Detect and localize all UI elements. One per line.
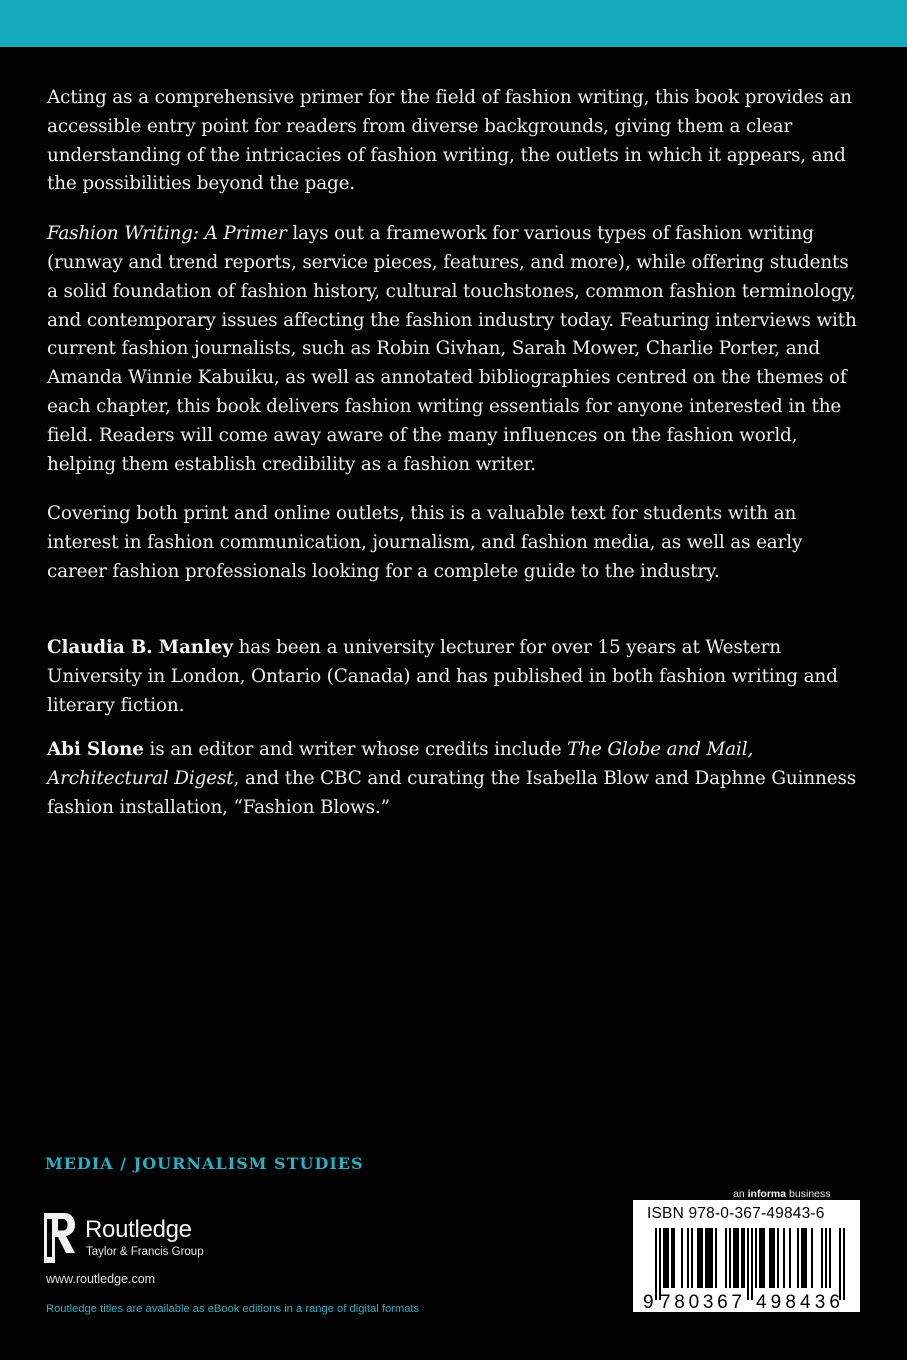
barcode-bar bbox=[733, 1228, 735, 1288]
description-paragraph-1: Acting as a comprehensive primer for the field of fashion writing, this book provides an accessible entry point for readers from diverse backgrounds, giving them a clear understanding of the intricacies of fashion writing, the outlets in which it appears, and the possibilities beyond the page. bbox=[47, 87, 852, 195]
author-2-text-a: is an editor and writer whose credits include bbox=[143, 739, 568, 761]
barcode-bar bbox=[773, 1228, 775, 1288]
ebook-availability-note: Routledge titles are available as eBook editions in a range of digital formats bbox=[46, 1303, 420, 1315]
barcode-bar bbox=[747, 1228, 749, 1300]
subject-category: MEDIA / JOURNALISM STUDIES bbox=[45, 1154, 364, 1173]
barcode-bar bbox=[671, 1228, 673, 1288]
author-2-name: Abi Slone bbox=[47, 739, 144, 761]
informa-brand: informa bbox=[747, 1188, 787, 1200]
author-2-publications: The Globe and Mail, Architectural Digest bbox=[47, 739, 754, 790]
barcode-bar bbox=[763, 1228, 765, 1288]
barcode-bar bbox=[821, 1228, 823, 1288]
author-bios bbox=[47, 634, 863, 839]
book-title-italic: Fashion Writing: A Primer bbox=[47, 223, 287, 245]
barcode-bar bbox=[659, 1228, 661, 1300]
barcode-bar bbox=[797, 1228, 799, 1288]
author-bio-2 bbox=[47, 736, 863, 822]
barcode-bar bbox=[777, 1228, 779, 1288]
barcode-bar bbox=[687, 1228, 689, 1288]
barcode-bar bbox=[707, 1228, 709, 1288]
description-paragraph-2-text: lays out a framework for various types of fashion writing (runway and trend reports, service pieces, features, and more), while offering students a solid foundation of fashion history, cultural touchstones, common fashion terminology, and contemporary issues affecting the fashion industry today. Featuring interviews with current fashion journalists, such as Robin Givhan, Sarah Mower, Charlie Porter, and Amanda Winnie Kabuiku, as well as annotated bibliographies centred on the themes of each chapter, this book delivers fashion writing essentials for anyone interested in the field. Readers will come away aware of the many influences on the fashion world, helping them establish credibility as a fashion writer. bbox=[47, 223, 857, 475]
book-description bbox=[47, 84, 863, 608]
barcode-bars bbox=[655, 1228, 845, 1300]
barcode-bar bbox=[741, 1228, 743, 1288]
barcode-bar bbox=[715, 1228, 717, 1288]
barcode-bar bbox=[761, 1228, 763, 1288]
barcode-bar bbox=[697, 1228, 699, 1288]
barcode-bar bbox=[801, 1228, 803, 1288]
barcode-bar bbox=[751, 1228, 753, 1300]
informa-business-tag bbox=[733, 1188, 830, 1200]
barcode-bar bbox=[725, 1228, 727, 1288]
barcode-bar bbox=[825, 1228, 827, 1288]
barcode-bar bbox=[829, 1228, 831, 1288]
barcode-bar bbox=[705, 1228, 707, 1288]
barcode-digit-first: 9 bbox=[643, 1292, 654, 1312]
barcode-bar bbox=[839, 1228, 841, 1300]
barcode-bar bbox=[665, 1228, 667, 1288]
barcode-bar bbox=[673, 1228, 675, 1288]
author-bio-1 bbox=[47, 634, 863, 720]
description-paragraph-2 bbox=[47, 220, 863, 479]
barcode-bar bbox=[735, 1228, 737, 1288]
barcode-bar bbox=[743, 1228, 745, 1288]
barcode-bar bbox=[769, 1228, 771, 1288]
barcode-bar bbox=[663, 1228, 665, 1288]
barcode-bar bbox=[805, 1228, 807, 1288]
isbn-label: ISBN 978-0-367-49843-6 bbox=[647, 1205, 825, 1222]
barcode-bar bbox=[755, 1228, 757, 1288]
author-1-text: has been a university lecturer for over 15 years at Western University in London, Ontario (Canada) and has published in both fashion writing and literary fiction. bbox=[47, 637, 838, 716]
barcode-bar bbox=[699, 1228, 701, 1288]
isbn-barcode-panel bbox=[633, 1200, 860, 1312]
author-2-text-b: , and the CBC and curating the Isabella Blow and Daphne Guinness fashion installation, “Fashion Blows.” bbox=[47, 768, 857, 818]
barcode-bar bbox=[737, 1228, 739, 1288]
barcode-digits-right: 498436 bbox=[756, 1292, 840, 1312]
description-paragraph-3: Covering both print and online outlets, this is a valuable text for students with an interest in fashion communication, journalism, and fashion media, as well as early career fashion professionals looking for a complete guide to the industry. bbox=[47, 503, 803, 582]
barcode-bar bbox=[691, 1228, 693, 1288]
routledge-r-icon bbox=[44, 1213, 76, 1263]
barcode-graphic bbox=[633, 1200, 860, 1312]
barcode-bar bbox=[789, 1228, 791, 1288]
barcode-bar bbox=[681, 1228, 683, 1288]
barcode-bar bbox=[701, 1228, 703, 1288]
barcode-bar bbox=[709, 1228, 711, 1288]
barcode-bar bbox=[729, 1228, 731, 1288]
top-color-band bbox=[0, 0, 907, 47]
author-1-name: Claudia B. Manley bbox=[47, 637, 233, 658]
informa-prefix: an bbox=[733, 1188, 748, 1200]
routledge-logo bbox=[44, 1213, 244, 1263]
publisher-url[interactable]: www.routledge.com bbox=[46, 1272, 156, 1286]
barcode-bar bbox=[783, 1228, 785, 1288]
informa-suffix: business bbox=[786, 1188, 831, 1200]
publisher-name: Routledge bbox=[85, 1216, 192, 1243]
barcode-digits-left: 780367 bbox=[660, 1292, 742, 1312]
barcode-bar bbox=[711, 1228, 713, 1288]
barcode-bar bbox=[655, 1228, 657, 1300]
barcode-bar bbox=[843, 1228, 845, 1300]
barcode-bar bbox=[811, 1228, 813, 1288]
publisher-group: Taylor & Francis Group bbox=[86, 1246, 204, 1258]
barcode-bar bbox=[803, 1228, 805, 1288]
barcode-bar bbox=[667, 1228, 669, 1288]
barcode-bar bbox=[759, 1228, 761, 1288]
barcode-bar bbox=[771, 1228, 773, 1288]
